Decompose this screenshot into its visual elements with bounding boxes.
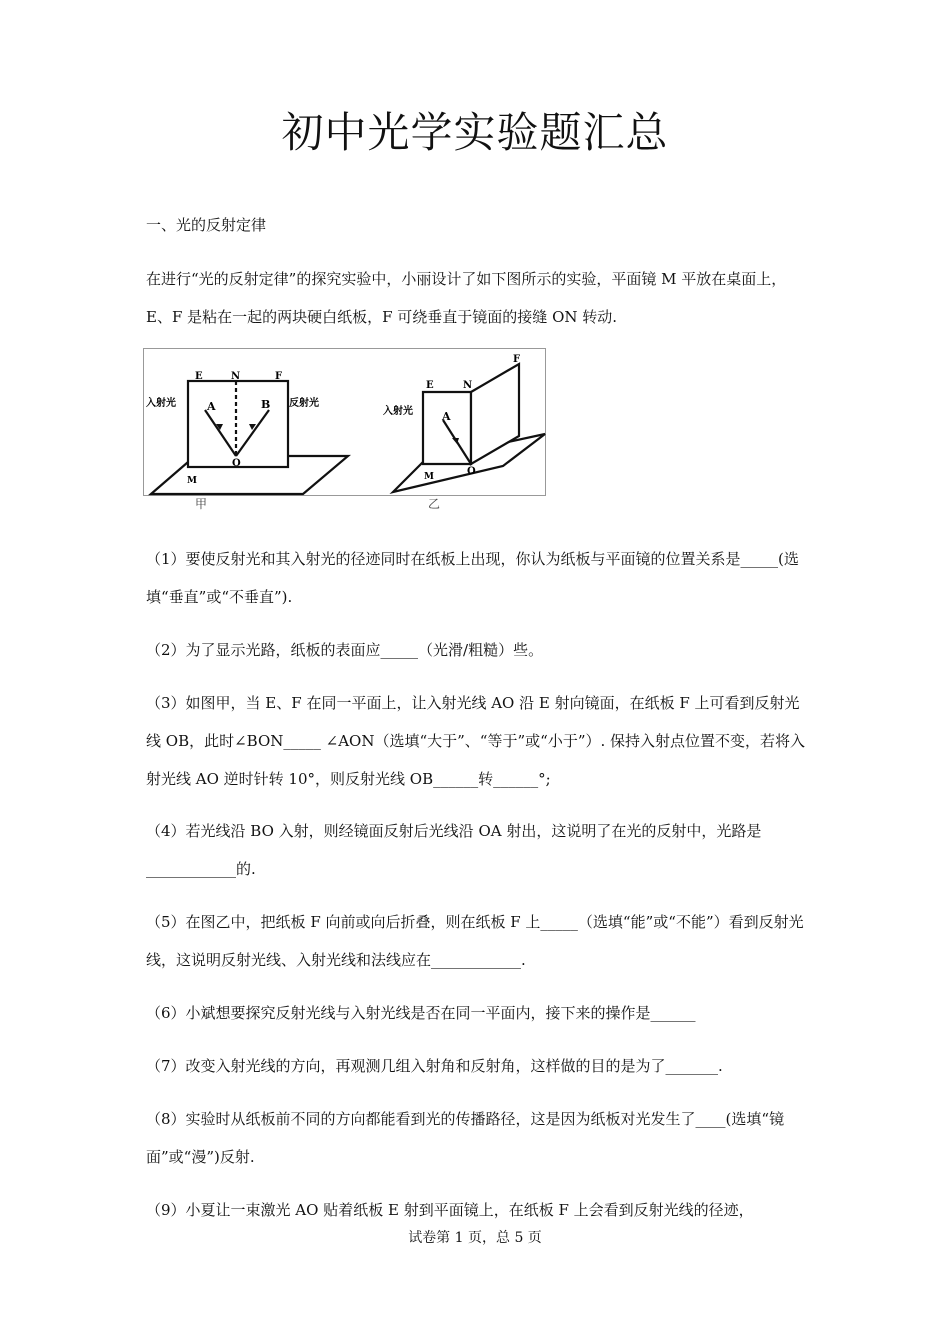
question-8: （8）实验时从纸板前不同的方向都能看到光的传播路径，这是因为纸板对光发生了____(选填“镜面”或“漫”)反射. [146,1110,785,1166]
label-E-right: E [426,380,434,391]
label-incident: 入射光 [146,398,176,409]
question-4: （4）若光线沿 BO 入射，则经镜面反射后光线沿 OA 射出，这说明了在光的反射中，光路是____________的. [146,822,762,878]
question-5: （5）在图乙中，把纸板 F 向前或向后折叠，则在纸板 F 上_____（选填“能”或“不能”）看到反射光线，这说明反射光线、入射光线和法线应在____________. [146,913,804,969]
question-2: （2）为了显示光路，纸板的表面应_____（光滑/粗糙）些。 [146,641,544,659]
caption-left: 甲 [195,497,208,511]
page-footer: 试卷第 1 页，总 5 页 [408,1230,542,1246]
label-incident-right: 入射光 [383,406,413,417]
label-O-right: O [467,466,476,477]
question-9: （9）小夏让一束激光 AO 贴着纸板 E 射到平面镜上，在纸板 F 上会看到反射光线的径迹， [146,1201,754,1219]
question-3: （3）如图甲，当 E、F 在同一平面上，让入射光线 AO 沿 E 射向镜面，在纸板 F 上可看到反射光线 OB，此时∠BON_____ ∠AON（选填“大于”、“等于”或“小于”）. 保持入射点位置不变，若将入射光线 AO 逆时针转 10°，则反射光线 OB______转______°; [146,694,806,788]
question-6: （6）小斌想要探究反射光线与入射光线是否在同一平面内，接下来的操作是______ [146,1004,696,1022]
label-A: A [207,400,216,413]
question-7: （7）改变入射光线的方向，再观测几组入射角和反射角，这样做的目的是为了_______. [146,1057,723,1075]
page-title: 初中光学实验题汇总 [281,108,669,157]
label-reflected: 反射光 [289,398,319,409]
section-heading: 一、光的反射定律 [146,216,267,234]
caption-right: 乙 [428,497,441,511]
label-E: E [195,371,203,382]
label-B: B [261,398,271,411]
label-A-right: A [442,410,451,423]
label-M-right: M [424,472,434,482]
label-F-right: F [513,354,521,365]
label-N-right: N [463,380,473,391]
question-1: （1）要使反射光和其入射光的径迹同时在纸板上出现，你认为纸板与平面镜的位置关系是_____(选填“垂直”或“不垂直”). [146,550,799,606]
label-M: M [187,476,197,486]
label-F: F [275,371,283,382]
experiment-figure [143,348,547,513]
board-F-right [471,364,519,464]
intro-paragraph: 在进行“光的反射定律”的探究实验中，小丽设计了如下图所示的实验，平面镜 M 平放在桌面上，E、F 是粘在一起的两块硬白纸板，F 可绕垂直于镜面的接缝 ON 转动. [146,270,787,326]
label-O: O [232,458,241,469]
label-N: N [231,371,241,382]
